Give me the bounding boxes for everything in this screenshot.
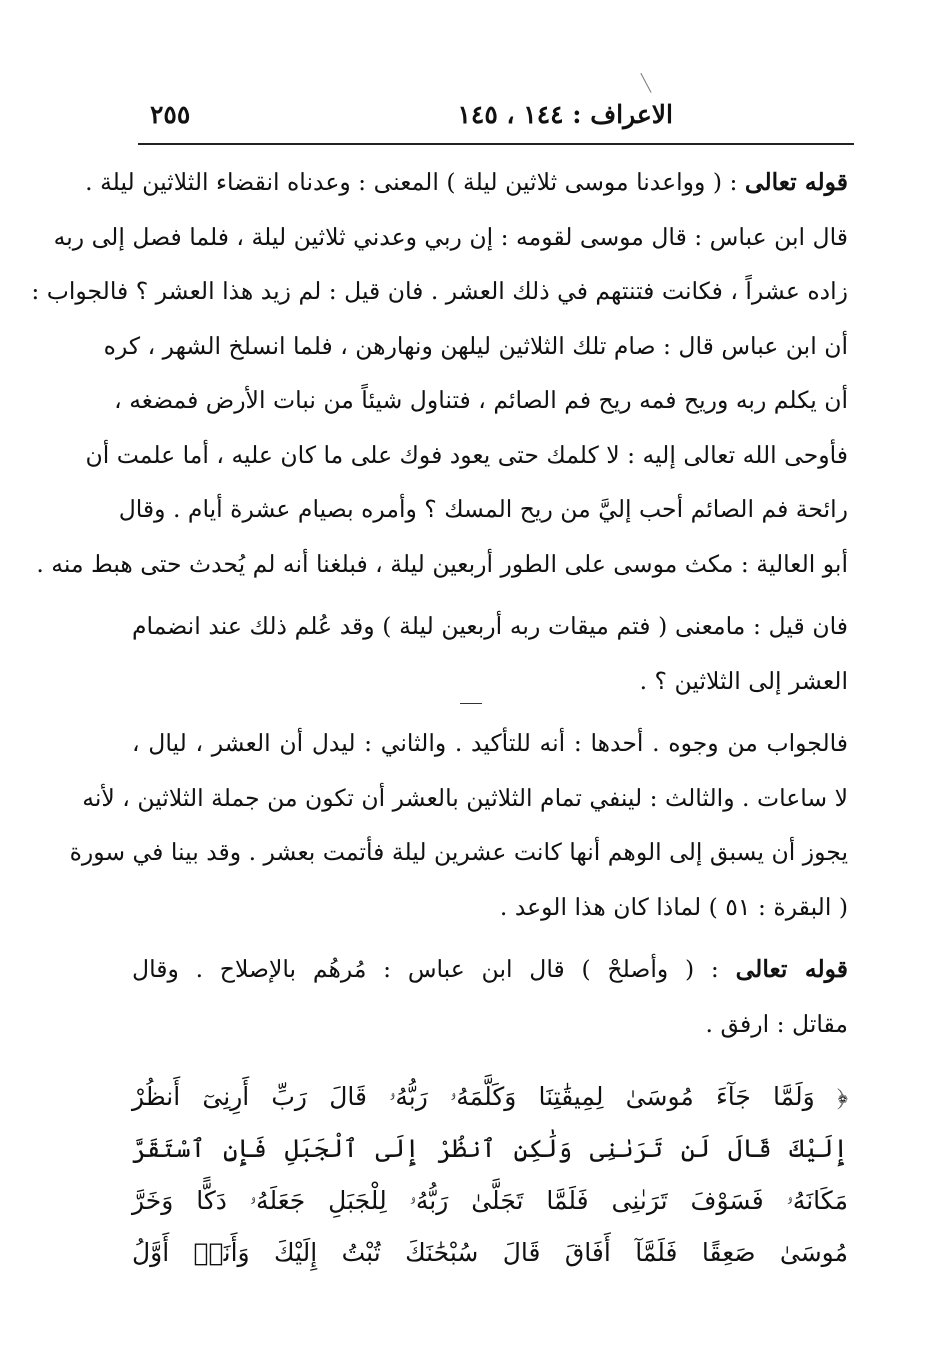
text-line: قال ابن عباس : قال موسى لقومه : إن ربي وعدني ثلاثين ليلة ، فلما فصل إلى ربه xyxy=(53,222,848,251)
paragraph-4 xyxy=(69,716,848,934)
text-line: زاده عشراً ، فكانت فتنتهم في ذلك العشر . فان قيل : لم زيد هذا العشر ؟ فالجواب : xyxy=(31,277,848,305)
text-line: العشر إلى الثلاثين ؟ . xyxy=(639,666,848,695)
separator-dash xyxy=(460,703,482,704)
text-line: فان قيل : مامعنى ( فتم ميقات ربه أربعين ليلة ) وقد عُلم ذلك عند انضمام xyxy=(132,612,848,640)
text-line: رائحة فم الصائم أحب إليَّ من ريح المسك ؟ وأمره بصيام عشرة أيام . وقال xyxy=(118,495,848,523)
text-line: فالجواب من وجوه . أحدها : أنه للتأكيد . والثاني : ليدل أن العشر ، ليال ، xyxy=(132,729,848,757)
text-line: مقاتل : ارفق . xyxy=(705,1009,848,1038)
paragraph-2 xyxy=(31,210,848,592)
quran-verse xyxy=(132,1071,848,1279)
text-line: ( البقرة : ٥١ ) لماذا كان هذا الوعد . xyxy=(499,892,848,921)
running-title: الاعراف : ١٤٤ ، ١٤٥ xyxy=(457,100,673,129)
paragraph-1 xyxy=(85,155,848,210)
text-line: يجوز أن يسبق إلى الوهم أنها كانت عشرين ليلة فأتمت بعشر . وقد بينا في سورة xyxy=(69,838,848,866)
verse-line: مُوسَىٰ صَعِقًا فَلَمَّآ أَفَاقَ قَالَ سُبْحَٰنَكَ تُبْتُ إِلَيْكَ وَأَنَا۠ أَوَّلُ xyxy=(132,1238,848,1267)
text-line: لا ساعات . والثالث : لينفي تمام الثلاثين بالعشر أن تكون من جملة الثلاثين ، لأنه xyxy=(82,783,848,812)
text-line: أن ابن عباس قال : صام تلك الثلاثين ليلهن ونهارهن ، فلما انسلخ الشهر ، كره xyxy=(103,331,848,360)
text-line: أبو العالية : مكث موسى على الطور أربعين ليلة ، فبلغنا أنه لم يُحدث حتى هبط منه . xyxy=(36,549,848,578)
page-number: ٢٥٥ xyxy=(150,100,191,129)
lead-phrase: قوله تعالى xyxy=(744,168,848,196)
paragraph-3 xyxy=(132,599,848,708)
paragraph-5 xyxy=(132,942,848,1051)
verse-line: مَكَانَهُۥ فَسَوْفَ تَرَىٰنِى فَلَمَّا تَجَلَّىٰ رَبُّهُۥ لِلْجَبَلِ جَعَلَهُۥ دَكًّا وَخَرَّ xyxy=(132,1186,848,1215)
text-line: فأوحى الله تعالى إليه : لا كلمك حتى يعود فوك على ما كان عليه ، أما علمت أن xyxy=(85,440,848,469)
verse-line: إِلَيْكَ قَالَ لَن تَرَىٰنِى وَلَٰكِنِ ٱنظُرْ إِلَى ٱلْجَبَلِ فَإِنِ ٱسْتَقَرَّ xyxy=(132,1134,848,1163)
text-line: قوله تعالى : ( وأصلحْ ) قال ابن عباس : مُرهُم بالإصلاح . وقال xyxy=(132,955,848,983)
header-rule xyxy=(138,143,854,145)
lead-phrase: قوله تعالى xyxy=(735,955,848,983)
verse-line: ﴿ وَلَمَّا جَآءَ مُوسَىٰ لِمِيقَٰتِنَا وَكَلَّمَهُۥ رَبُّهُۥ قَالَ رَبِّ أَرِنِىٓ أَنظُرْ xyxy=(132,1082,848,1111)
text-line: قوله تعالى : ( وواعدنا موسى ثلاثين ليلة ) المعنى : وعدناه انقضاء الثلاثين ليلة . xyxy=(85,168,848,196)
page-body xyxy=(31,155,848,1279)
text-line: أن يكلم ربه وريح فمه ريح فم الصائم ، فتناول شيئاً من نبات الأرض فمضغه ، xyxy=(114,386,848,414)
page-header xyxy=(150,96,838,136)
scan-mark xyxy=(640,69,658,93)
